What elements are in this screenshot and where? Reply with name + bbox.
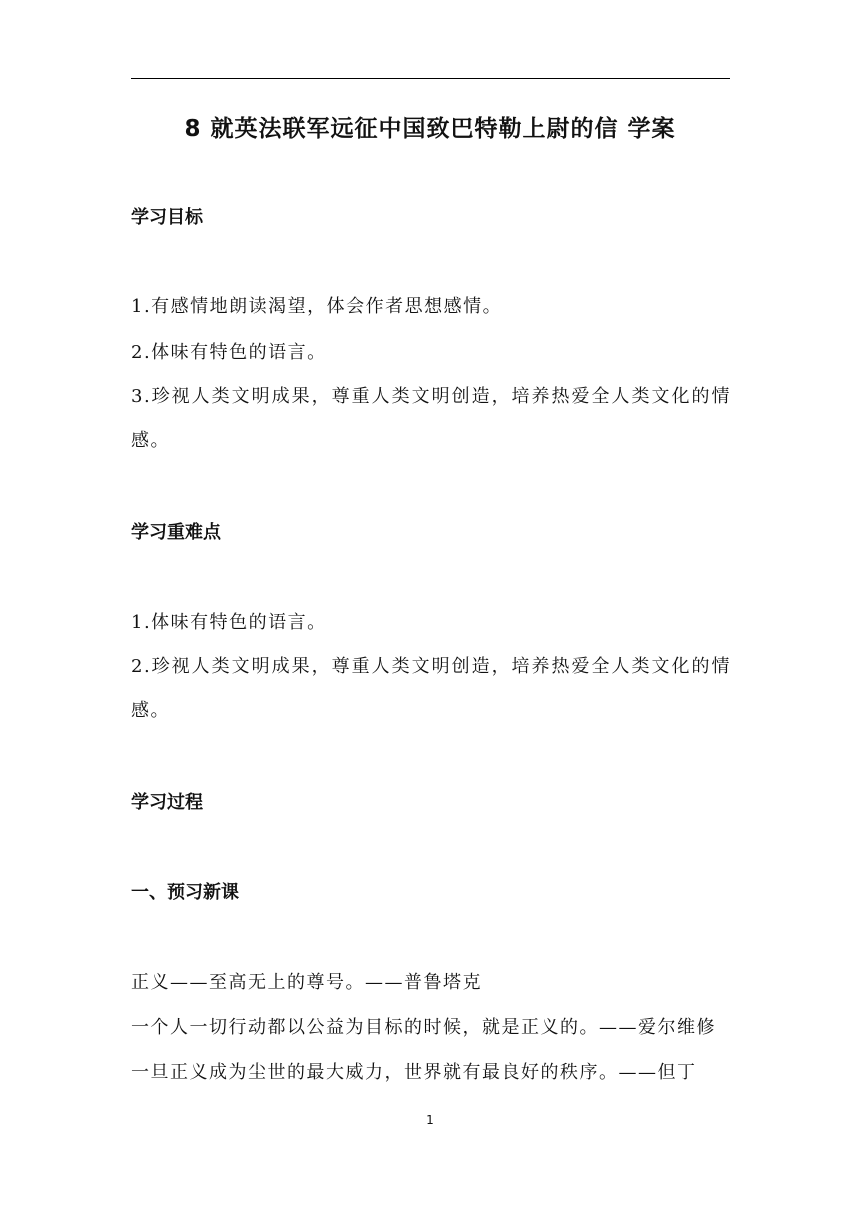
page-number: 1 — [426, 1113, 434, 1127]
quote-item-2: 一个人一切行动都以公益为目标的时候，就是正义的。——爱尔维修 — [131, 1017, 716, 1038]
objective-item-2: 2.体味有特色的语言。 — [131, 342, 327, 363]
heading-process: 学习过程 — [131, 792, 203, 813]
quote-item-1: 正义——至高无上的尊号。——普鲁塔克 — [131, 972, 482, 993]
heading-objectives: 学习目标 — [131, 207, 203, 228]
objective-item-1: 1.有感情地朗读渴望，体会作者思想感情。 — [131, 296, 503, 317]
key-point-item-2: 2.珍视人类文明成果，尊重人类文明创造，培养热爱全人类文化的情感。 — [131, 656, 731, 721]
objective-item-3: 3.珍视人类文明成果，尊重人类文明创造，培养热爱全人类文化的情感。 — [131, 386, 731, 451]
heading-preview: 一、预习新课 — [131, 882, 239, 903]
quote-item-3: 一旦正义成为尘世的最大威力，世界就有最良好的秩序。——但丁 — [131, 1062, 697, 1083]
header-rule — [131, 78, 730, 79]
heading-key-points: 学习重难点 — [131, 522, 221, 543]
document-title: 8 就英法联军远征中国致巴特勒上尉的信 学案 — [184, 116, 676, 142]
key-point-item-1: 1.体味有特色的语言。 — [131, 612, 327, 633]
